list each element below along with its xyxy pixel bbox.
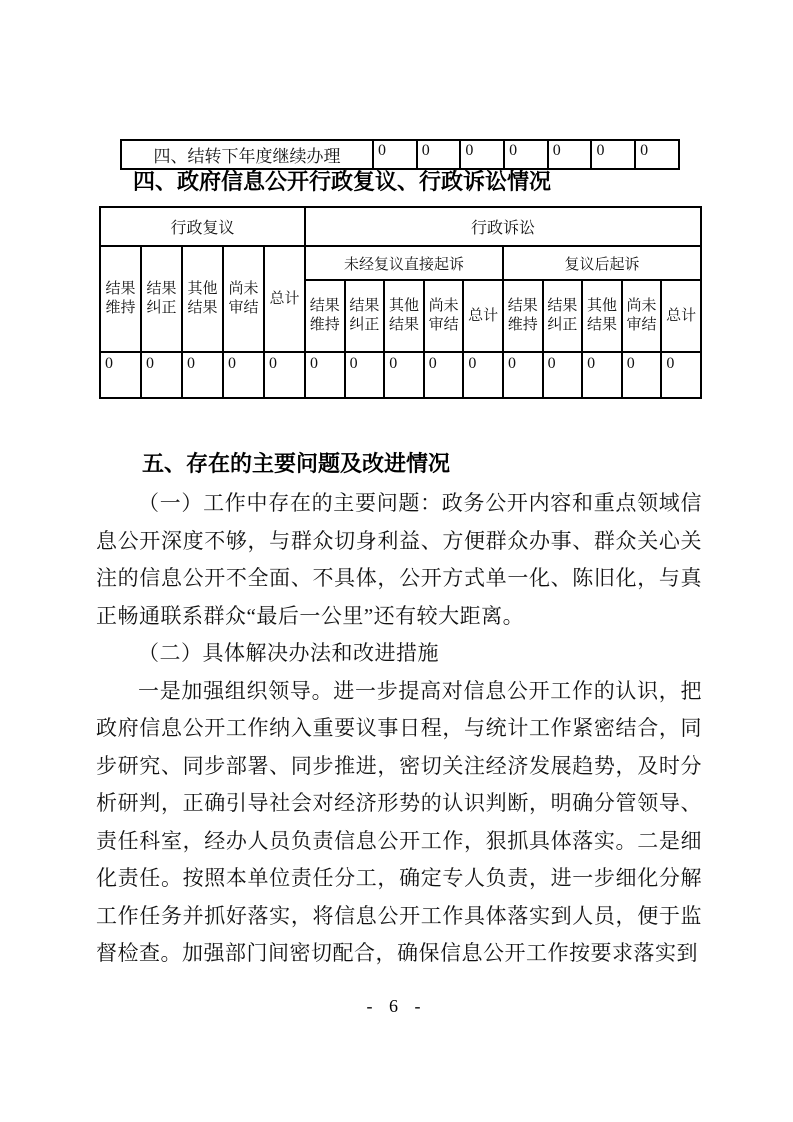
litigation-group-header: 行政诉讼 xyxy=(305,207,701,246)
review-litigation-table xyxy=(99,206,702,399)
carryover-row xyxy=(121,140,679,169)
table-value-cell: 0 xyxy=(424,352,464,398)
table-value-row xyxy=(100,352,701,398)
table-subgroup-header-row xyxy=(100,246,701,280)
direct-suit-column-header: 结果纠正 xyxy=(345,280,385,352)
carryover-value-cell: 0 xyxy=(548,140,592,169)
post-review-suit-column-header: 结果纠正 xyxy=(543,280,583,352)
carryover-value-cell: 0 xyxy=(635,140,679,169)
direct-suit-subheader: 未经复议直接起诉 xyxy=(305,246,503,280)
carryover-value-cell: 0 xyxy=(504,140,548,169)
carryover-row-label: 四、结转下年度继续办理 xyxy=(121,140,373,169)
post-review-suit-column-header: 尚未审结 xyxy=(622,280,662,352)
page-number: - 6 - xyxy=(366,996,427,1016)
section-four-heading: 四、政府信息公开行政复议、行政诉讼情况 xyxy=(133,169,552,194)
direct-suit-column-header: 尚未审结 xyxy=(424,280,464,352)
table-value-cell: 0 xyxy=(384,352,424,398)
carryover-value-cell: 0 xyxy=(460,140,504,169)
table-value-cell: 0 xyxy=(622,352,662,398)
section-five xyxy=(96,449,702,973)
table-value-cell: 0 xyxy=(582,352,622,398)
post-review-suit-column-header: 结果维持 xyxy=(503,280,543,352)
table-value-cell: 0 xyxy=(345,352,385,398)
table-value-cell: 0 xyxy=(503,352,543,398)
table-value-cell: 0 xyxy=(141,352,182,398)
direct-suit-column-header: 总计 xyxy=(463,280,503,352)
review-column-header: 总计 xyxy=(264,246,305,352)
section-five-heading: 五、存在的主要问题及改进情况 xyxy=(142,451,451,476)
review-column-header: 结果纠正 xyxy=(141,246,182,352)
table-value-cell: 0 xyxy=(463,352,503,398)
direct-suit-column-header: 其他结果 xyxy=(384,280,424,352)
carryover-value-cell: 0 xyxy=(591,140,635,169)
review-column-header: 结果维持 xyxy=(100,246,141,352)
review-column-header: 尚未审结 xyxy=(223,246,264,352)
table-value-cell: 0 xyxy=(264,352,305,398)
table-value-cell: 0 xyxy=(223,352,264,398)
table-group-header-row xyxy=(100,207,701,246)
post-review-suit-column-header: 总计 xyxy=(661,280,701,352)
carryover-value-cell: 0 xyxy=(373,140,417,169)
table-value-cell: 0 xyxy=(100,352,141,398)
table-value-cell: 0 xyxy=(543,352,583,398)
carryover-value-cell: 0 xyxy=(417,140,461,169)
table-value-cell: 0 xyxy=(182,352,223,398)
carryover-table xyxy=(120,139,680,170)
body-paragraph: 一是加强组织领导。进一步提高对信息公开工作的认识，把政府信息公开工作纳入重要议事日程，与统计工作紧密结合，同步研究、同步部署、同步推进，密切关注经济发展趋势，及时分析研判，正确引导社会对经济形势的认识判断，明确分管领导、责任科室，经办人员负责信息公开工作，狠抓具体落实。二是细化责任。按照本单位责任分工，确定专人负责，进一步细化分解工作任务并抓好落实，将信息公开工作具体落实到人员，便于监督检查。加强部门间密切配合，确保信息公开工作按要求落实到 xyxy=(96,678,702,965)
table-value-cell: 0 xyxy=(661,352,701,398)
direct-suit-column-header: 结果维持 xyxy=(305,280,345,352)
review-column-header: 其他结果 xyxy=(182,246,223,352)
post-review-suit-column-header: 其他结果 xyxy=(582,280,622,352)
body-paragraph: （一）工作中存在的主要问题：政务公开内容和重点领域信息公开深度不够，与群众切身利益、方便群众办事、群众关心关注的信息公开不全面、不具体，公开方式单一化、陈旧化，与真正畅通联系群众“最后一公里”还有较大距离。 xyxy=(96,491,702,628)
review-group-header: 行政复议 xyxy=(100,207,305,246)
post-review-suit-subheader: 复议后起诉 xyxy=(503,246,701,280)
table-value-cell: 0 xyxy=(305,352,345,398)
body-paragraph: （二）具体解决办法和改进措施 xyxy=(138,641,439,665)
